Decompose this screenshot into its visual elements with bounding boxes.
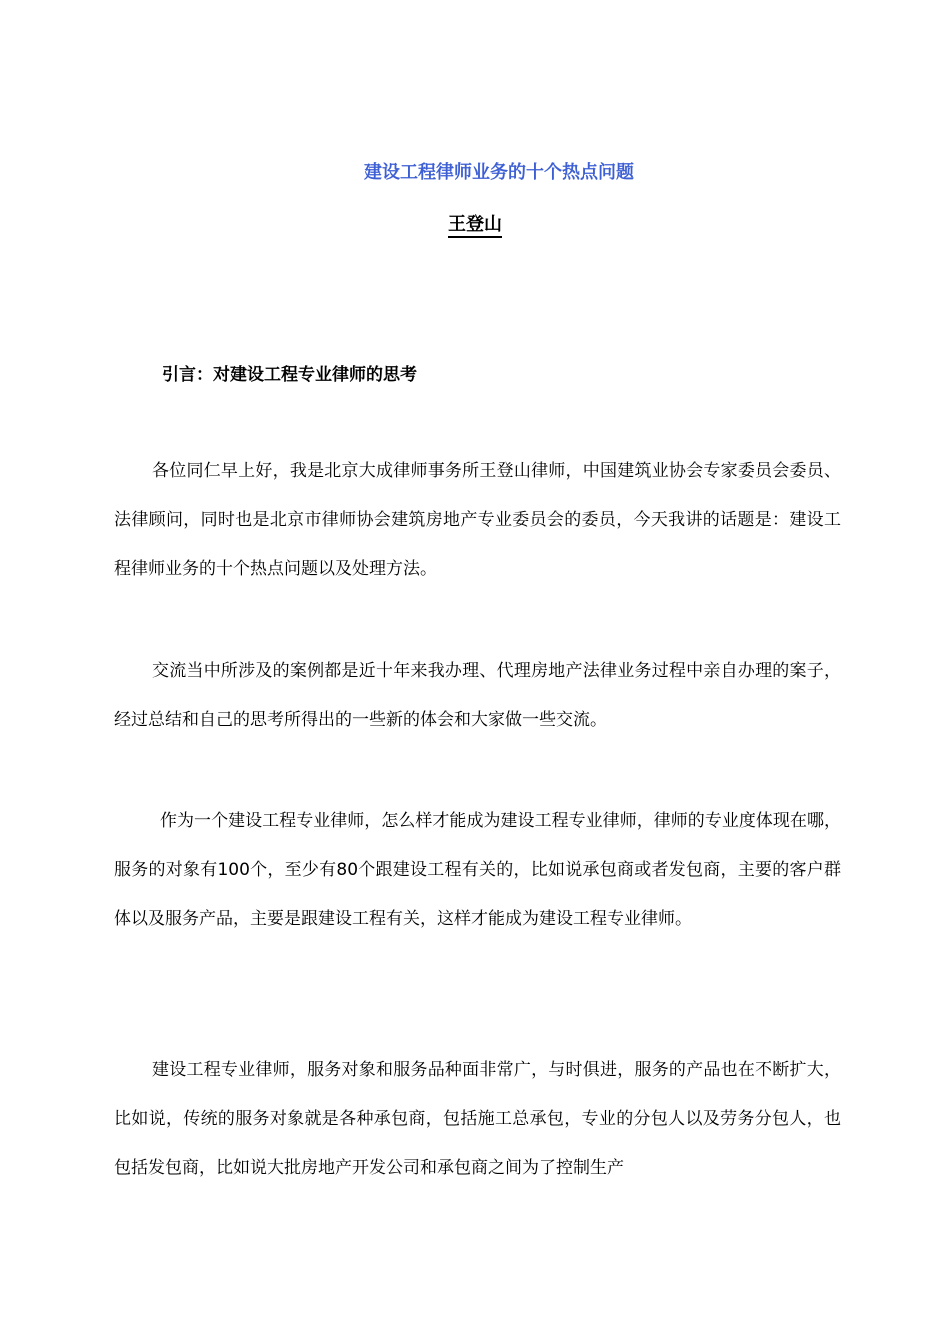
- paragraph-4: 建设工程专业律师，服务对象和服务品种面非常广，与时俱进，服务的产品也在不断扩大，比如说，传统的服务对象就是各种承包商，包括施工总承包，专业的分包人以及劳务分包人，也包括发包商，比如说大批房地产开发公司和承包商之间为了控制生产: [114, 1060, 841, 1178]
- paragraph-3: 作为一个建设工程专业律师，怎么样才能成为建设工程专业律师，律师的专业度体现在哪，服务的对象有100个，至少有80个跟建设工程有关的，比如说承包商或者发包商，主要的客户群体以及服务产品，主要是跟建设工程有关，这样才能成为建设工程专业律师。: [114, 811, 841, 929]
- document-title: 建设工程律师业务的十个热点问题: [364, 162, 634, 183]
- author-name-text: 王登山: [448, 214, 502, 238]
- section-heading: 引言：对建设工程专业律师的思考: [162, 365, 417, 385]
- author-name: [0, 212, 950, 238]
- paragraph-1: 各位同仁早上好，我是北京大成律师事务所王登山律师，中国建筑业协会专家委员会委员、法律顾问，同时也是北京市律师协会建筑房地产专业委员会的委员，今天我讲的话题是：建设工程律师业务的十个热点问题以及处理方法。: [114, 461, 841, 579]
- paragraph-2: 交流当中所涉及的案例都是近十年来我办理、代理房地产法律业务过程中亲自办理的案子，经过总结和自己的思考所得出的一些新的体会和大家做一些交流。: [114, 661, 841, 730]
